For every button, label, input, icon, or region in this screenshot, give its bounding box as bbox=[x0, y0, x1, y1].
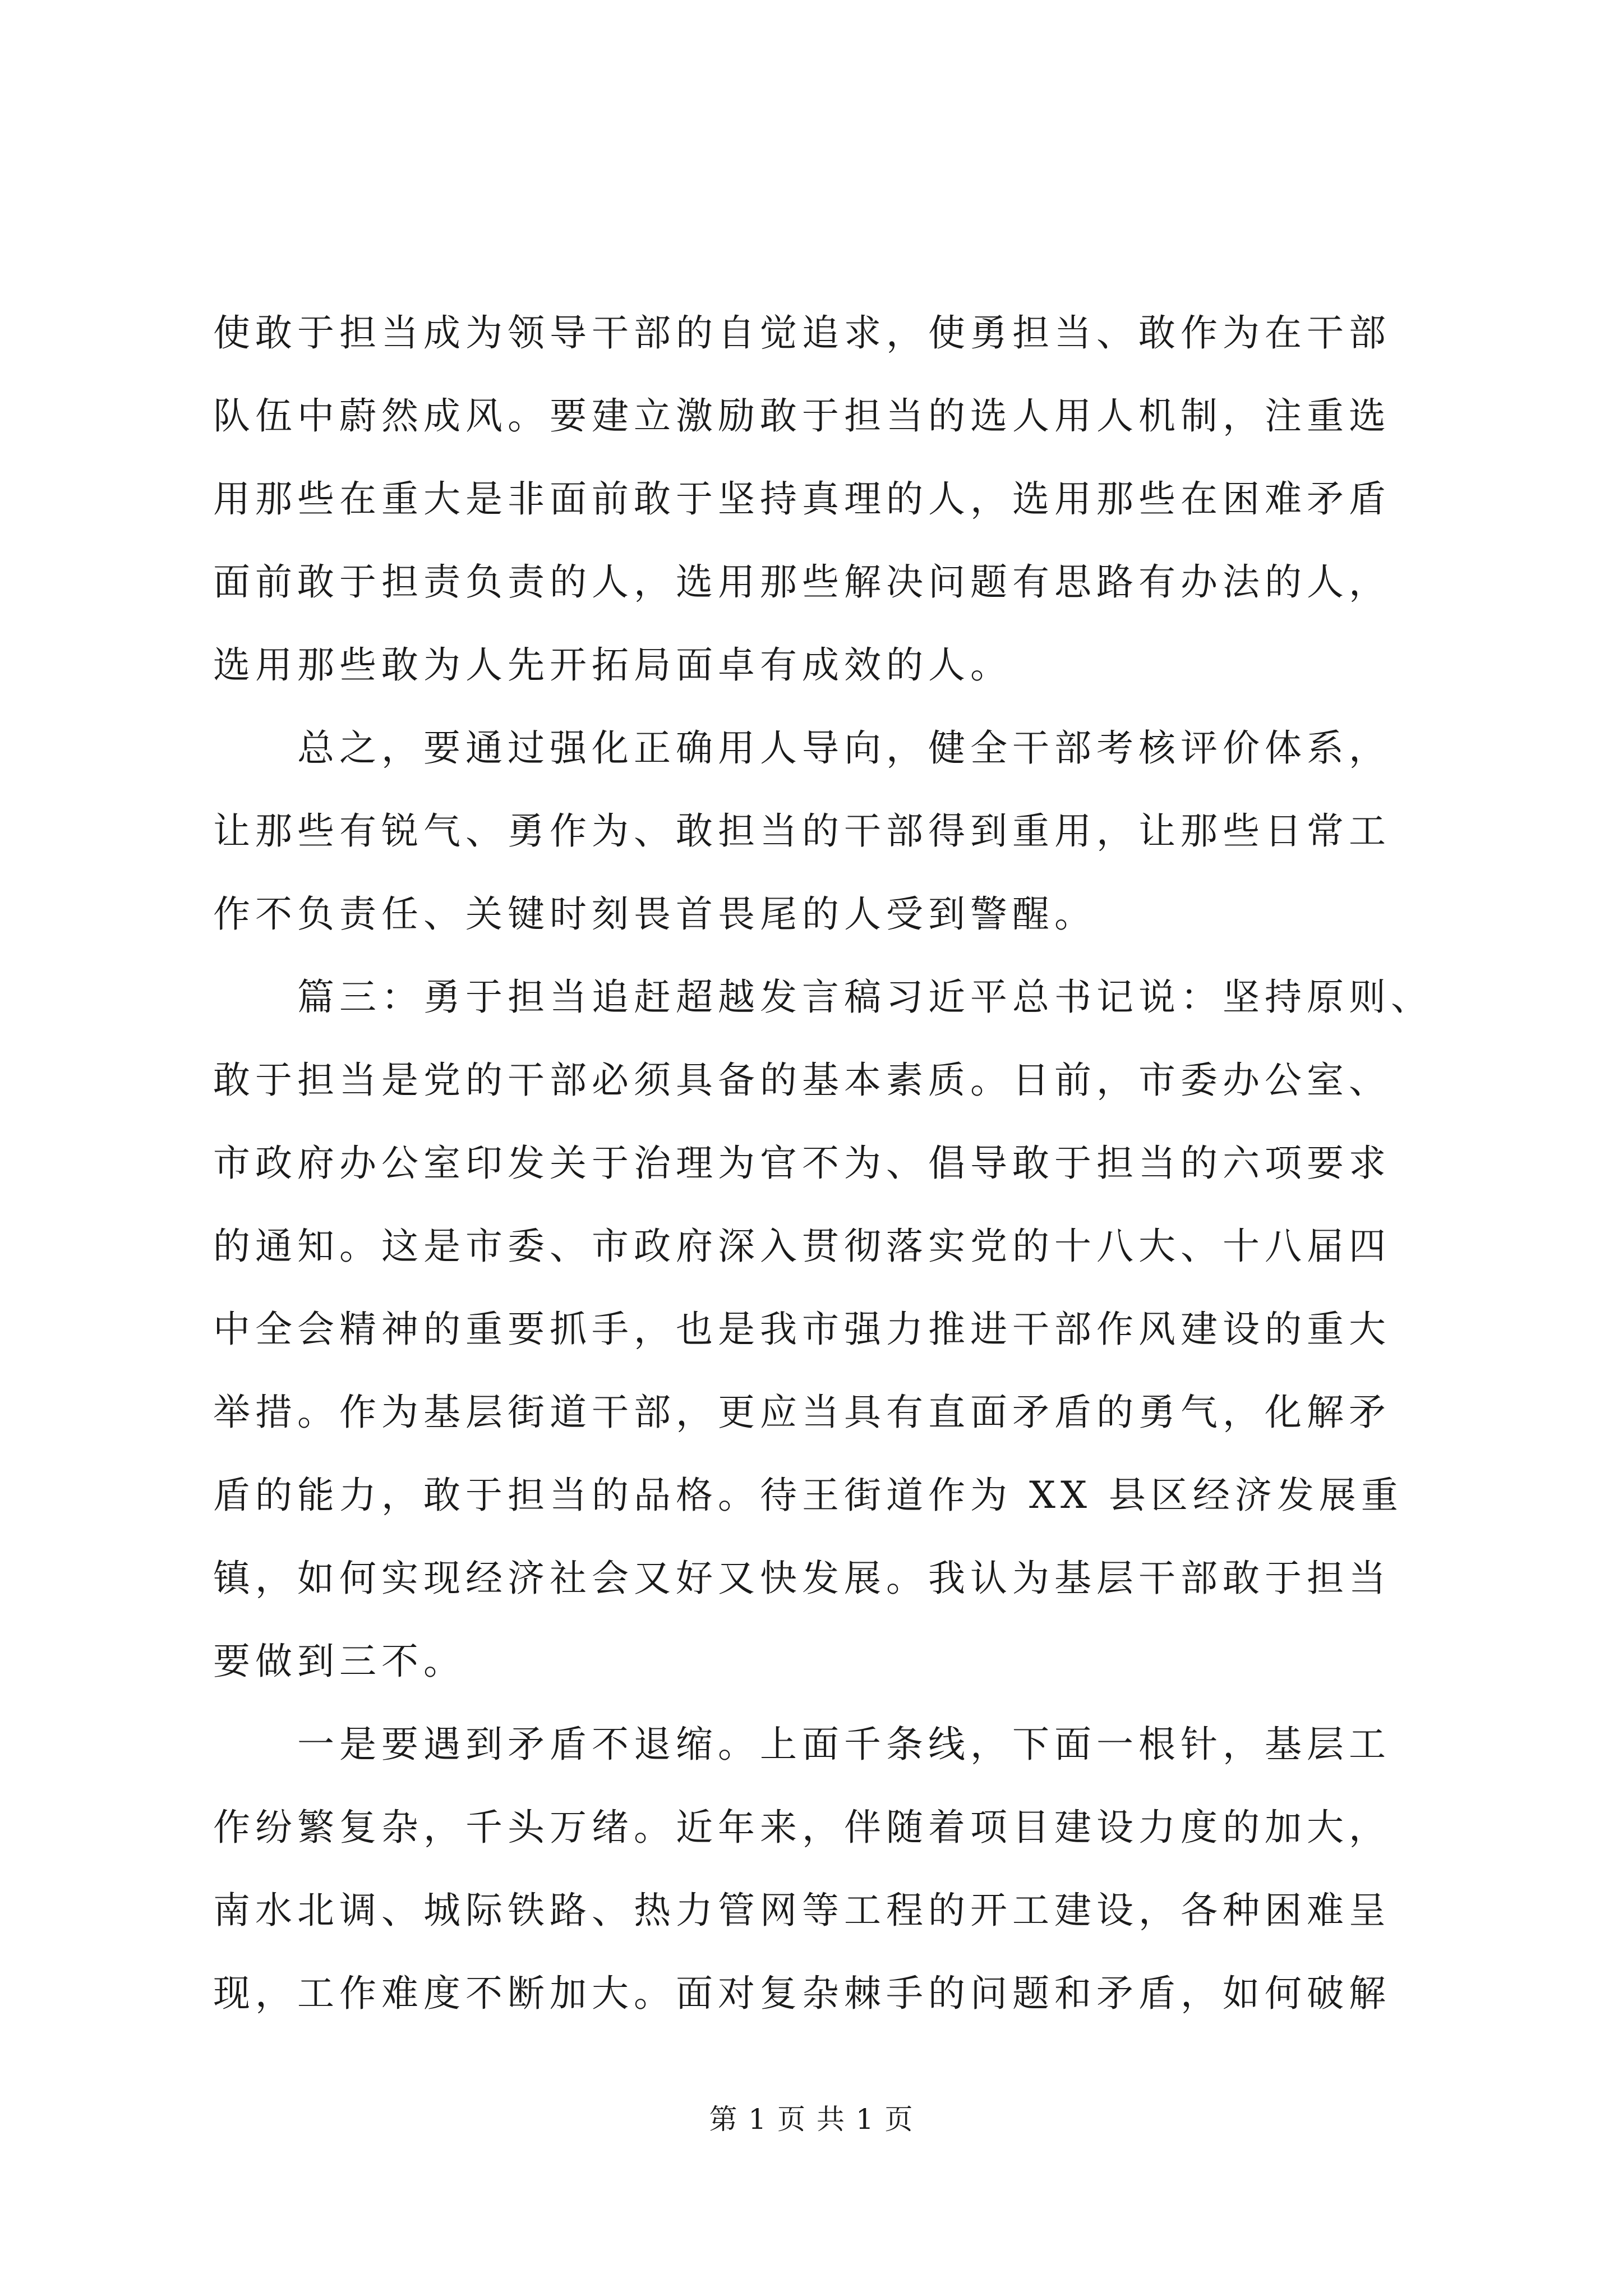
page-number-label: 第 1 页 共 1 页 bbox=[709, 2103, 914, 2136]
text-line: 要做到三不。 bbox=[213, 1640, 465, 1683]
text-line: 举措。作为基层街道干部，更应当具有直面矛盾的勇气，化解矛 bbox=[213, 1391, 1391, 1434]
text-line: 敢于担当是党的干部必须具备的基本素质。日前，市委办公室、 bbox=[213, 1059, 1391, 1102]
text-line: 使敢于担当成为领导干部的自觉追求，使勇担当、敢作为在干部 bbox=[213, 311, 1391, 355]
text-line: 用那些在重大是非面前敢于坚持真理的人，选用那些在困难矛盾 bbox=[213, 477, 1391, 521]
text-line: 作纷繁复杂，千头万绪。近年来，伴随着项目建设力度的加大， bbox=[213, 1806, 1391, 1849]
paragraph-start-line: 总之，要通过强化正确用人导向，健全干部考核评价体系， bbox=[297, 726, 1391, 770]
text-line: 队伍中蔚然成风。要建立激励敢于担当的选人用人机制，注重选 bbox=[213, 394, 1391, 438]
text-line: 南水北调、城际铁路、热力管网等工程的开工建设，各种困难呈 bbox=[213, 1889, 1391, 1932]
document-body bbox=[213, 292, 1433, 2035]
text-line: 让那些有锐气、勇作为、敢担当的干部得到重用，让那些日常工 bbox=[213, 809, 1391, 853]
text-line: 面前敢于担责负责的人，选用那些解决问题有思路有办法的人， bbox=[213, 560, 1391, 604]
text-line: 市政府办公室印发关于治理为官不为、倡导敢于担当的六项要求 bbox=[213, 1142, 1391, 1185]
text-line: 中全会精神的重要抓手，也是我市强力推进干部作风建设的重大 bbox=[213, 1308, 1391, 1351]
paragraph-start-line: 一是要遇到矛盾不退缩。上面千条线，下面一根针，基层工 bbox=[297, 1723, 1391, 1766]
text-line: 镇，如何实现经济社会又好又快发展。我认为基层干部敢于担当 bbox=[213, 1557, 1391, 1600]
text-line: 作不负责任、关键时刻畏首畏尾的人受到警醒。 bbox=[213, 892, 1096, 936]
page-footer bbox=[0, 2102, 1623, 2136]
text-line: 盾的能力，敢于担当的品格。待王街道作为 XX 县区经济发展重 bbox=[213, 1474, 1403, 1517]
text-line: 现，工作难度不断加大。面对复杂棘手的问题和矛盾，如何破解 bbox=[213, 1972, 1391, 2015]
text-line: 选用那些敢为人先开拓局面卓有成效的人。 bbox=[213, 643, 1012, 687]
paragraph-start-line: 篇三：勇于担当追赶超越发言稿习近平总书记说：坚持原则、 bbox=[297, 976, 1433, 1019]
text-line: 的通知。这是市委、市政府深入贯彻落实党的十八大、十八届四 bbox=[213, 1225, 1391, 1268]
